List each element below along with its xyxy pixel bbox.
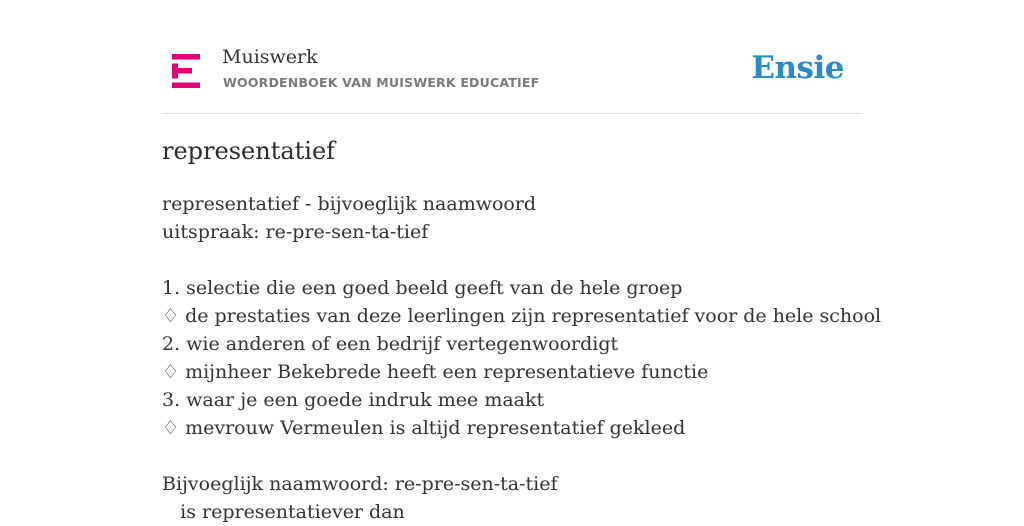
grammar-heading: Bijvoeglijk naamwoord: re-pre-sen-ta-tief <box>162 473 558 495</box>
entry-title: representatief <box>162 137 336 165</box>
sense-definition: 3. waar je een goede indruk mee maakt <box>162 389 545 411</box>
ensie-logo-link[interactable]: Ensie <box>751 50 844 86</box>
sense-example: ♢ mijnheer Bekebrede heeft een representatieve functie <box>162 361 709 383</box>
grammar-comparative <box>162 498 862 526</box>
muiswerk-logo-icon[interactable] <box>172 54 200 88</box>
page-container <box>162 0 882 523</box>
entry-pronunciation: uitspraak: re-pre-sen-ta-tief <box>162 221 429 243</box>
sense-example: ♢ de prestaties van deze leerlingen zijn representatief voor de hele school <box>162 305 882 327</box>
brand-subtitle: WOORDENBOEK VAN MUISWERK EDUCATIEF <box>223 75 540 90</box>
sense-definition: 1. selectie die een goed beeld geeft van de hele groep <box>162 277 683 299</box>
site-header <box>162 0 862 114</box>
sense-example: ♢ mevrouw Vermeulen is altijd representatief gekleed <box>162 417 686 439</box>
sense-definition: 2. wie anderen of een bedrijf vertegenwoordigt <box>162 333 619 355</box>
entry-content <box>162 190 882 526</box>
spacer <box>162 442 862 470</box>
entry-type-line: representatief - bijvoeglijk naamwoord <box>162 193 537 215</box>
grammar-comparative-text: is representatiever dan <box>180 501 405 523</box>
brand-name[interactable]: Muiswerk <box>222 46 318 68</box>
spacer <box>162 246 862 274</box>
